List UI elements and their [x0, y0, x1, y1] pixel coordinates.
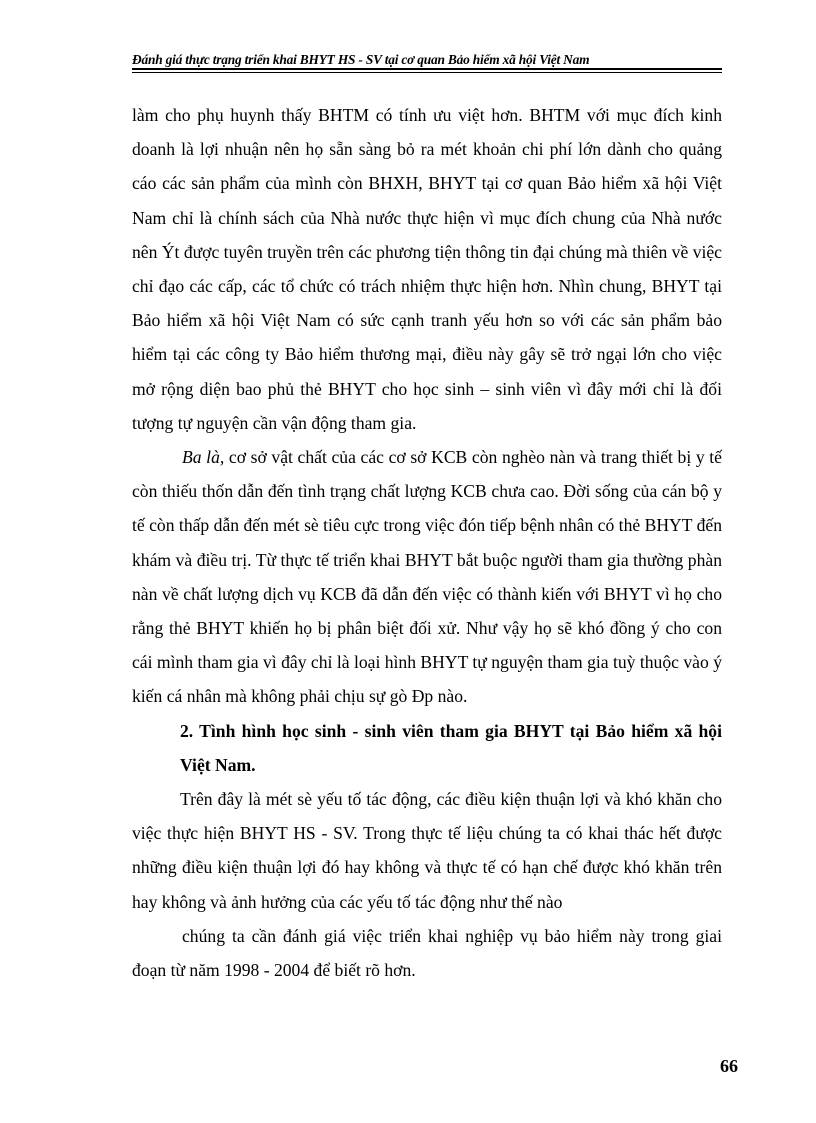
page-number: 66	[720, 1056, 738, 1076]
paragraph-4: chúng ta cần đánh giá việc triển khai nghiệp vụ bảo hiểm này trong giai đoạn từ năm 1998 - 2004 để biết rõ hơn.	[132, 925, 722, 981]
paragraph-2	[132, 440, 722, 714]
header-rule-thin	[132, 72, 722, 73]
paragraph-3: Trên đây là mét sè yếu tố tác động, các điều kiện thuận lợi và khó khăn cho việc thực hiện BHYT HS - SV. Trong thực tế liệu chúng ta có khai thác hết được những điều kiện thuận lợi đó hay không và thực tế có hạn chế được khó khăn trên hay không và ảnh hưởng của các yếu tố tác động như thế nào	[132, 789, 722, 912]
paragraph-1: làm cho phụ huynh thấy BHTM có tính ưu việt hơn. BHTM với mục đích kinh doanh là lợi nhuận nên họ sẵn sàng bỏ ra mét khoản chi phí lớn dành cho quảng cáo các sản phẩm của mình còn BHXH, BHYT tại cơ quan Bảo hiểm xã hội Việt Nam chỉ là chính sách của Nhà nước thực hiện vì mục đích chung của Nhà nước nên Ýt được tuyên truyền trên các phương tiện thông tin đại chúng mà thiên về việc chỉ đạo các cấp, các tổ chức có trách nhiệm thực hiện hơn. Nhìn chung, BHYT tại Bảo hiểm xã hội Việt Nam có sức cạnh tranh yếu hơn so với các sản phẩm bảo hiểm tại các công ty Bảo hiểm thương mại, điều này gây sẽ trở ngại lớn cho việc mở rộng diện bao phủ thẻ BHYT cho học sinh – sinh viên vì đây mới chỉ là đối tượng tự nguyện cần vận động tham gia.	[132, 105, 722, 433]
running-header: Đánh giá thực trạng triển khai BHYT HS - SV tại cơ quan Bảo hiểm xã hội Việt Nam	[132, 52, 590, 67]
paragraph-2-text: cơ sở vật chất của các cơ sở KCB còn nghèo nàn và trang thiết bị y tế còn thiếu thốn dẫn đến tình trạng chất lượng KCB chưa cao. Đời sống của cán bộ y tế còn thấp dẫn đến mét sè tiêu cực trong việc đón tiếp bệnh nhân có thẻ BHYT đến khám và điều trị. Từ thực tế triển khai BHYT bắt buộc người tham gia thường phàn nàn về chất lượng dịch vụ KCB đã dẫn đến việc có thành kiến với BHYT vì họ cho rằng thẻ BHYT khiến họ bị phân biệt đối xử. Như vậy họ sẽ khó đồng ý cho con cái mình tham gia vì đây chỉ là loại hình BHYT tự nguyện tham gia tuỳ thuộc vào ý kiến cá nhân mà không phải chịu sự gò Ðp nào.	[132, 447, 722, 707]
section-heading: 2. Tình hình học sinh - sinh viên tham gia BHYT tại Bảo hiểm xã hội Việt Nam.	[180, 720, 722, 775]
page-body	[132, 98, 722, 987]
header-rule	[132, 68, 722, 70]
paragraph-2-lead: Ba là,	[182, 447, 225, 468]
